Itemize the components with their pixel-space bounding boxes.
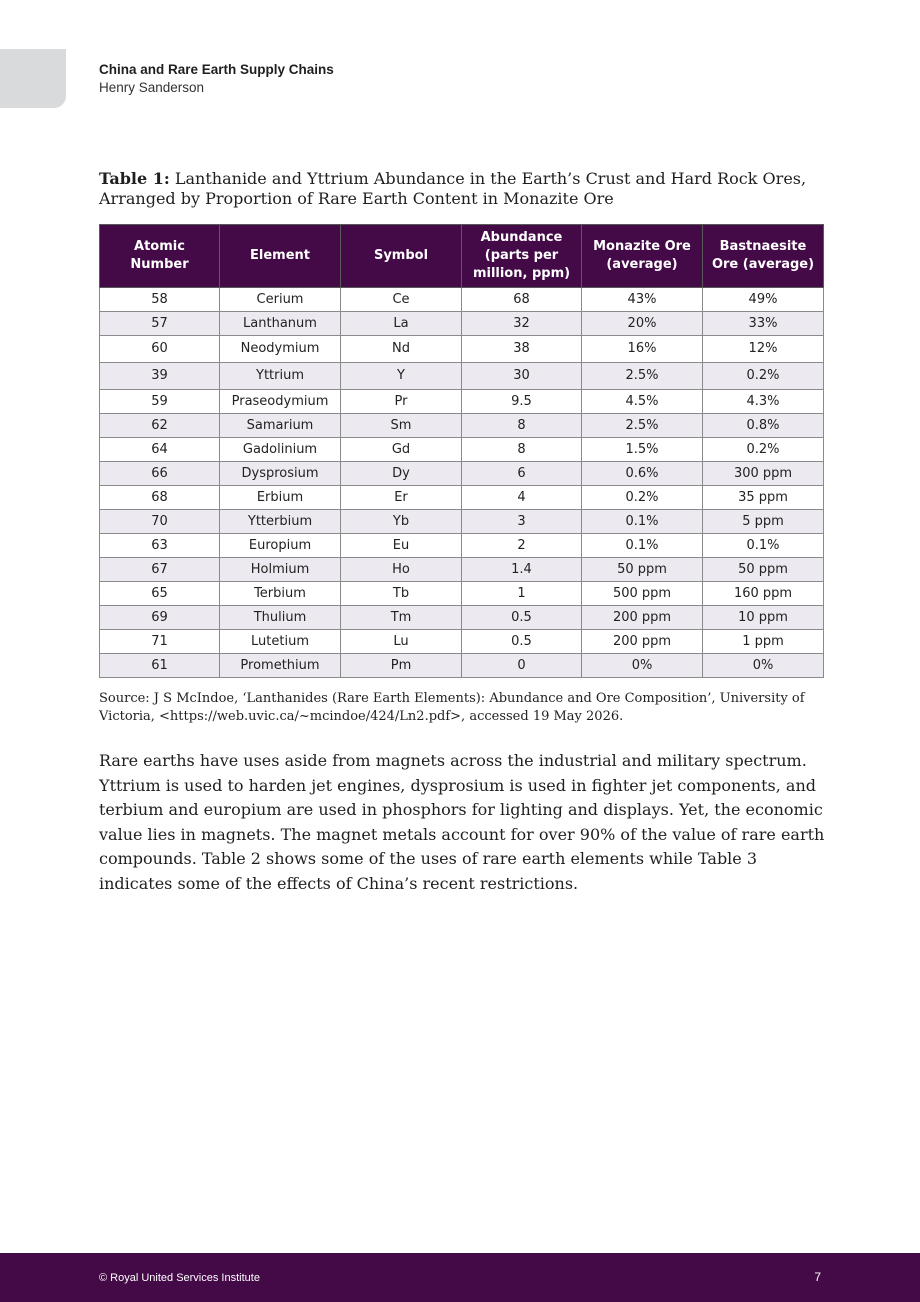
cell-symbol: La	[341, 312, 462, 336]
cell-bastnaesite: 5 ppm	[703, 510, 824, 534]
cell-element: Lutetium	[220, 630, 341, 654]
cell-symbol: Er	[341, 486, 462, 510]
cell-abundance: 6	[462, 462, 582, 486]
cell-atomic-number: 61	[100, 654, 220, 678]
column-header-symbol: Symbol	[341, 225, 462, 288]
cell-bastnaesite: 0.2%	[703, 363, 824, 390]
cell-monazite: 16%	[582, 336, 703, 363]
cell-abundance: 8	[462, 438, 582, 462]
cell-symbol: Eu	[341, 534, 462, 558]
body-paragraph: Rare earths have uses aside from magnets across the industrial and military spectrum. Yttrium is used to harden jet engines, dysprosium is used in fighter jet components, and terbium and europium are used in phosphors for lighting and displays. Yet, the economic value lies in magnets. The magnet metals account for over 90% of the value of rare earth compounds. Table 2 shows some of the uses of rare earth elements while Table 3 indicates some of the effects of China’s recent restrictions.	[99, 751, 825, 893]
cell-abundance: 8	[462, 414, 582, 438]
table-row	[100, 312, 824, 336]
corner-tab-decoration	[0, 49, 66, 108]
column-header-element: Element	[220, 225, 341, 288]
cell-element: Cerium	[220, 288, 341, 312]
column-header-bastnaesite-ore: Bastnaesite Ore (average)	[703, 225, 824, 288]
cell-monazite: 0.2%	[582, 486, 703, 510]
cell-monazite: 0%	[582, 654, 703, 678]
cell-atomic-number: 62	[100, 414, 220, 438]
table-body	[100, 288, 824, 678]
table-row	[100, 630, 824, 654]
cell-symbol: Nd	[341, 336, 462, 363]
cell-symbol: Y	[341, 363, 462, 390]
cell-bastnaesite: 10 ppm	[703, 606, 824, 630]
cell-bastnaesite: 4.3%	[703, 390, 824, 414]
cell-abundance: 4	[462, 486, 582, 510]
cell-bastnaesite: 49%	[703, 288, 824, 312]
column-header-abundance: Abundance (parts per million, ppm)	[462, 225, 582, 288]
cell-atomic-number: 67	[100, 558, 220, 582]
table-row	[100, 363, 824, 390]
cell-element: Thulium	[220, 606, 341, 630]
cell-abundance: 0.5	[462, 630, 582, 654]
cell-atomic-number: 58	[100, 288, 220, 312]
table-row	[100, 606, 824, 630]
cell-abundance: 32	[462, 312, 582, 336]
source-note: Source: J S McIndoe, ‘Lanthanides (Rare Earth Elements): Abundance and Ore Composition’, University of Victoria, <https://web.uvic.ca/~mcindoe/424/Ln2.pdf>, accessed 19 May 2026.	[99, 691, 805, 724]
cell-element: Yttrium	[220, 363, 341, 390]
cell-monazite: 0.6%	[582, 462, 703, 486]
cell-monazite: 4.5%	[582, 390, 703, 414]
cell-bastnaesite: 12%	[703, 336, 824, 363]
cell-element: Gadolinium	[220, 438, 341, 462]
cell-bastnaesite: 0.2%	[703, 438, 824, 462]
cell-abundance: 9.5	[462, 390, 582, 414]
cell-atomic-number: 71	[100, 630, 220, 654]
table-row	[100, 582, 824, 606]
column-header-monazite-ore: Monazite Ore (average)	[582, 225, 703, 288]
cell-element: Terbium	[220, 582, 341, 606]
cell-bastnaesite: 50 ppm	[703, 558, 824, 582]
document-title: China and Rare Earth Supply Chains	[99, 62, 334, 77]
cell-atomic-number: 68	[100, 486, 220, 510]
cell-monazite: 1.5%	[582, 438, 703, 462]
cell-element: Promethium	[220, 654, 341, 678]
table-row	[100, 510, 824, 534]
cell-atomic-number: 39	[100, 363, 220, 390]
cell-monazite: 43%	[582, 288, 703, 312]
cell-monazite: 2.5%	[582, 414, 703, 438]
cell-atomic-number: 60	[100, 336, 220, 363]
table-row	[100, 462, 824, 486]
cell-element: Neodymium	[220, 336, 341, 363]
cell-symbol: Gd	[341, 438, 462, 462]
cell-element: Ytterbium	[220, 510, 341, 534]
cell-symbol: Yb	[341, 510, 462, 534]
cell-monazite: 0.1%	[582, 510, 703, 534]
cell-abundance: 38	[462, 336, 582, 363]
running-header	[99, 61, 334, 97]
cell-element: Europium	[220, 534, 341, 558]
cell-atomic-number: 59	[100, 390, 220, 414]
cell-atomic-number: 69	[100, 606, 220, 630]
cell-monazite: 20%	[582, 312, 703, 336]
abundance-table	[99, 224, 824, 678]
cell-atomic-number: 63	[100, 534, 220, 558]
table-row	[100, 654, 824, 678]
table-row	[100, 558, 824, 582]
table-row	[100, 438, 824, 462]
cell-bastnaesite: 0.1%	[703, 534, 824, 558]
cell-monazite: 0.1%	[582, 534, 703, 558]
cell-symbol: Tb	[341, 582, 462, 606]
cell-symbol: Pm	[341, 654, 462, 678]
cell-abundance: 30	[462, 363, 582, 390]
cell-abundance: 2	[462, 534, 582, 558]
cell-atomic-number: 64	[100, 438, 220, 462]
cell-abundance: 1.4	[462, 558, 582, 582]
cell-bastnaesite: 35 ppm	[703, 486, 824, 510]
table-caption-label: Table 1:	[99, 169, 170, 188]
cell-element: Samarium	[220, 414, 341, 438]
page-number: 7	[814, 1270, 821, 1284]
cell-atomic-number: 66	[100, 462, 220, 486]
cell-symbol: Pr	[341, 390, 462, 414]
table-caption	[99, 169, 823, 209]
footer	[0, 1253, 920, 1302]
cell-monazite: 200 ppm	[582, 606, 703, 630]
cell-element: Erbium	[220, 486, 341, 510]
cell-element: Dysprosium	[220, 462, 341, 486]
cell-atomic-number: 65	[100, 582, 220, 606]
cell-atomic-number: 57	[100, 312, 220, 336]
cell-monazite: 500 ppm	[582, 582, 703, 606]
cell-abundance: 0.5	[462, 606, 582, 630]
cell-monazite: 2.5%	[582, 363, 703, 390]
cell-abundance: 0	[462, 654, 582, 678]
cell-symbol: Sm	[341, 414, 462, 438]
document-author: Henry Sanderson	[99, 80, 205, 95]
cell-bastnaesite: 300 ppm	[703, 462, 824, 486]
cell-symbol: Ce	[341, 288, 462, 312]
cell-bastnaesite: 1 ppm	[703, 630, 824, 654]
cell-element: Lanthanum	[220, 312, 341, 336]
cell-abundance: 1	[462, 582, 582, 606]
cell-bastnaesite: 33%	[703, 312, 824, 336]
cell-element: Holmium	[220, 558, 341, 582]
cell-monazite: 200 ppm	[582, 630, 703, 654]
cell-abundance: 3	[462, 510, 582, 534]
cell-abundance: 68	[462, 288, 582, 312]
cell-monazite: 50 ppm	[582, 558, 703, 582]
cell-symbol: Tm	[341, 606, 462, 630]
column-header-atomic-number: Atomic Number	[100, 225, 220, 288]
cell-bastnaesite: 0.8%	[703, 414, 824, 438]
cell-symbol: Dy	[341, 462, 462, 486]
cell-bastnaesite: 160 ppm	[703, 582, 824, 606]
cell-bastnaesite: 0%	[703, 654, 824, 678]
cell-symbol: Ho	[341, 558, 462, 582]
footer-copyright: © Royal United Services Institute	[99, 1272, 260, 1284]
cell-symbol: Lu	[341, 630, 462, 654]
table-row	[100, 390, 824, 414]
table-row	[100, 336, 824, 363]
table-row	[100, 486, 824, 510]
table-caption-text: Lanthanide and Yttrium Abundance in the Earth’s Crust and Hard Rock Ores, Arranged by Proportion of Rare Earth Content in Monazite Ore	[99, 169, 807, 208]
table-row	[100, 414, 824, 438]
cell-element: Praseodymium	[220, 390, 341, 414]
table-row	[100, 288, 824, 312]
cell-atomic-number: 70	[100, 510, 220, 534]
table-row	[100, 534, 824, 558]
table-header-row	[100, 225, 824, 288]
